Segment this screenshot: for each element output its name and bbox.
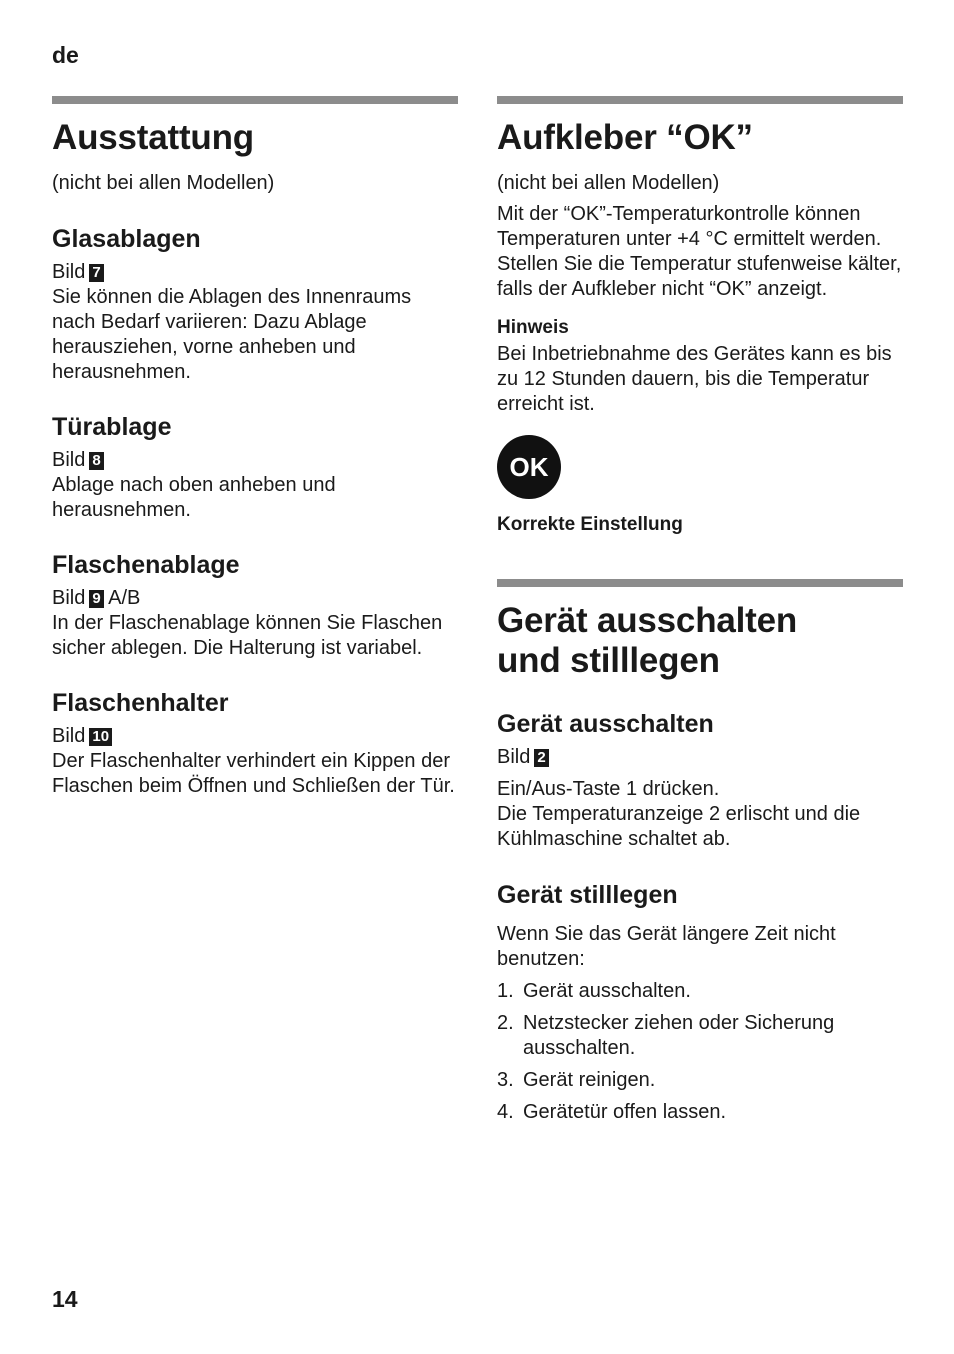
figure-reference [52,260,458,285]
subsection-heading: Flaschenablage [52,551,240,579]
step-text: Gerät ausschalten. [523,980,691,1002]
section-title-geraet-ausschalten [497,601,903,681]
subsection-glasablagen [52,224,458,385]
figure-reference [52,448,458,473]
figure-reference [52,586,458,611]
list-item [497,1011,903,1061]
subsection-heading: Gerät ausschalten [497,710,714,738]
figure-number-badge: 9 [89,590,103,608]
subsection-intro: Wenn Sie das Gerät längere Zeit nicht benutzen: [497,923,836,970]
result-text: Die Temperaturanzeige 2 erlischt und die Kühlmaschine schaltet ab. [497,803,861,850]
section-title-line: und stilllegen [497,641,720,680]
ok-sticker-icon: OK [497,435,561,499]
figure-suffix: A/B [108,587,141,609]
hint-heading: Hinweis [497,317,569,338]
section-title-line: Gerät ausschalten [497,601,798,640]
subsection-heading: Flaschenhalter [52,689,229,717]
figure-reference [52,724,458,749]
ok-badge-caption: Korrekte Einstellung [497,514,683,535]
figure-reference [497,745,903,770]
subsection-geraet-ausschalten [497,709,903,852]
subsection-text: Sie können die Ablagen des Innenraums nach Bedarf variieren: Dazu Ablage herausziehen, vorne anheben und herausnehmen. [52,286,412,383]
section-divider [52,96,458,104]
section-divider [497,96,903,104]
bild-label: Bild [52,725,86,747]
section-title-aufkleber-ok: Aufkleber “OK” [497,118,753,157]
list-item [497,1100,903,1125]
step-number: 2. [497,1012,514,1034]
bild-label: Bild [497,746,531,768]
steps-list [497,979,903,1125]
step-text: Gerätetür offen lassen. [523,1101,727,1123]
page-number: 14 [52,1286,78,1312]
step-number: 1. [497,980,514,1002]
section-subtitle: (nicht bei allen Modellen) [497,172,720,194]
subsection-text: In der Flaschenablage können Sie Flaschen sicher ablegen. Die Halterung ist variabel. [52,612,443,659]
subsection-flaschenablage [52,550,458,661]
subsection-geraet-stilllegen [497,880,903,1125]
subsection-heading: Türablage [52,413,172,441]
instruction-text: Ein/Aus-Taste 1 drücken. [497,778,720,800]
section-divider [497,579,903,587]
subsection-heading: Glasablagen [52,225,201,253]
hint-text: Bei Inbetriebnahme des Gerätes kann es bis zu 12 Stunden dauern, bis die Temperatur erreicht ist. [497,343,892,415]
subsection-text: Ablage nach oben anheben und herausnehmen. [52,474,336,521]
right-column [497,96,903,1125]
section-subtitle: (nicht bei allen Modellen) [52,172,275,194]
subsection-text: Der Flaschenhalter verhindert ein Kippen der Flaschen beim Öffnen und Schließen der Tür. [52,750,455,797]
subsection-flaschenhalter [52,688,458,799]
bild-label: Bild [52,261,86,283]
subsection-heading: Gerät stilllegen [497,881,678,909]
step-text: Netzstecker ziehen oder Sicherung ausschalten. [523,1012,835,1059]
step-number: 4. [497,1101,514,1123]
ok-description: Mit der “OK”-Temperaturkontrolle können Temperaturen unter +4 °C ermittelt werden. Stellen Sie die Temperatur stufenweise kälter, falls der Aufkleber nicht “OK” anzeigt. [497,203,902,300]
step-text: Gerät reinigen. [523,1069,656,1091]
figure-number-badge: 10 [89,728,112,746]
list-item [497,979,903,1004]
subsection-tuerablage [52,412,458,523]
list-item [497,1068,903,1093]
left-column [52,96,458,799]
language-tag: de [52,42,79,68]
bild-label: Bild [52,449,86,471]
step-number: 3. [497,1069,514,1091]
bild-label: Bild [52,587,86,609]
figure-number-badge: 2 [534,749,548,767]
figure-number-badge: 7 [89,264,103,282]
section-title-ausstattung: Ausstattung [52,118,254,157]
figure-number-badge: 8 [89,452,103,470]
